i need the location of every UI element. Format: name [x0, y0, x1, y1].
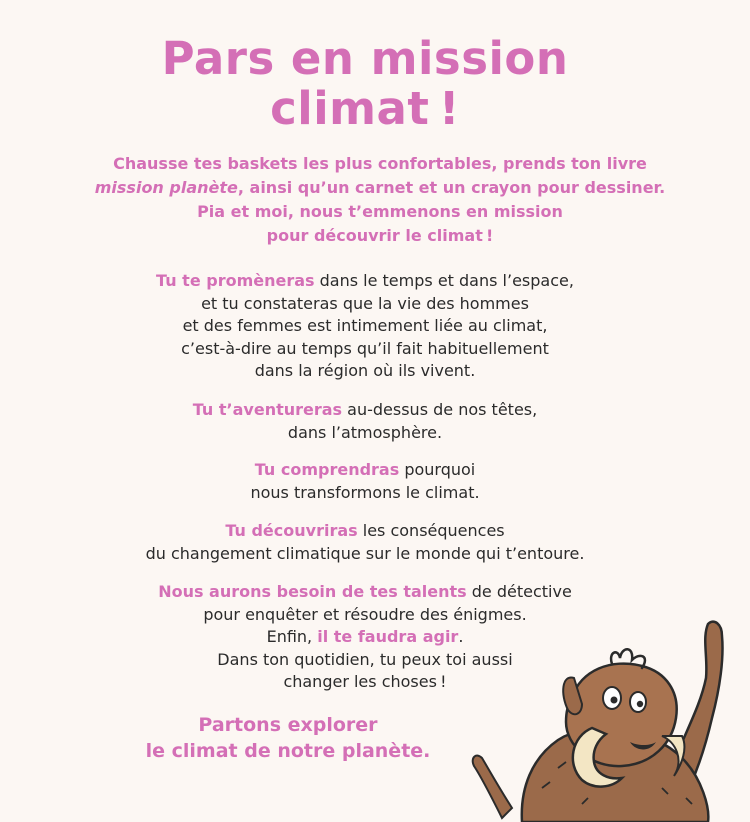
intro-line-2-rest: , ainsi qu’un carnet et un crayon pour dessiner. — [237, 178, 666, 197]
closing-line-2: le climat de notre planète. — [145, 740, 431, 762]
title-line-1: Pars en mission — [161, 32, 569, 85]
section-text: les conséquences — [357, 521, 505, 540]
section-line: du changement climatique sur le monde qui t’entoure. — [145, 543, 585, 563]
closing-line-1: Partons explorer — [198, 714, 378, 736]
section-line — [60, 459, 670, 482]
section-highlight: Nous aurons besoin de tes talents — [158, 582, 467, 601]
section-line: c’est-à-dire au temps qu’il fait habituellement — [181, 338, 549, 358]
closing-text — [118, 712, 458, 764]
book-title: mission planète — [94, 178, 238, 197]
section-highlight: Tu te promèneras — [156, 271, 315, 290]
section-text: dans le temps et dans l’espace, — [314, 271, 574, 290]
page-title — [0, 34, 730, 134]
section-promenade — [60, 270, 670, 383]
section-text: . — [458, 627, 464, 646]
section-comprendre — [60, 459, 670, 504]
section-line — [60, 581, 670, 604]
intro-paragraph — [60, 152, 700, 248]
section-highlight: Tu comprendras — [254, 460, 400, 479]
section-line: et des femmes est intimement liée au climat, — [182, 316, 548, 335]
intro-line-2 — [60, 176, 700, 200]
section-decouvrir — [60, 520, 670, 565]
section-line: changer les choses ! — [283, 672, 447, 691]
mammoth-icon — [462, 618, 750, 822]
section-highlight: Tu découvriras — [225, 521, 358, 540]
section-text: de détective — [466, 582, 572, 601]
intro-line-3: Pia et moi, nous t’emmenons en mission — [197, 202, 563, 221]
section-line: Dans ton quotidien, tu peux toi aussi — [217, 649, 513, 669]
section-line: dans l’atmosphère. — [287, 422, 443, 442]
section-line: dans la région où ils vivent. — [254, 361, 476, 380]
section-highlight: il te faudra agir — [317, 627, 459, 646]
section-line: nous transformons le climat. — [250, 482, 480, 502]
section-line — [60, 399, 670, 422]
intro-line-1: Chausse tes baskets les plus confortables, prends ton livre — [113, 154, 647, 173]
section-line — [60, 270, 670, 293]
section-highlight: Tu t’aventureras — [192, 400, 343, 419]
section-line: et tu constateras que la vie des hommes — [201, 293, 529, 313]
section-text: Enfin, — [266, 627, 318, 646]
mammoth-tail — [473, 756, 512, 818]
intro-line-4: pour découvrir le climat ! — [266, 226, 494, 245]
section-line: pour enquêter et résoudre des énigmes. — [203, 604, 527, 624]
section-text: pourquoi — [399, 460, 476, 479]
title-line-2: climat ! — [270, 82, 460, 135]
section-aventure — [60, 399, 670, 444]
section-line — [60, 520, 670, 543]
section-text: au-dessus de nos têtes, — [342, 400, 538, 419]
